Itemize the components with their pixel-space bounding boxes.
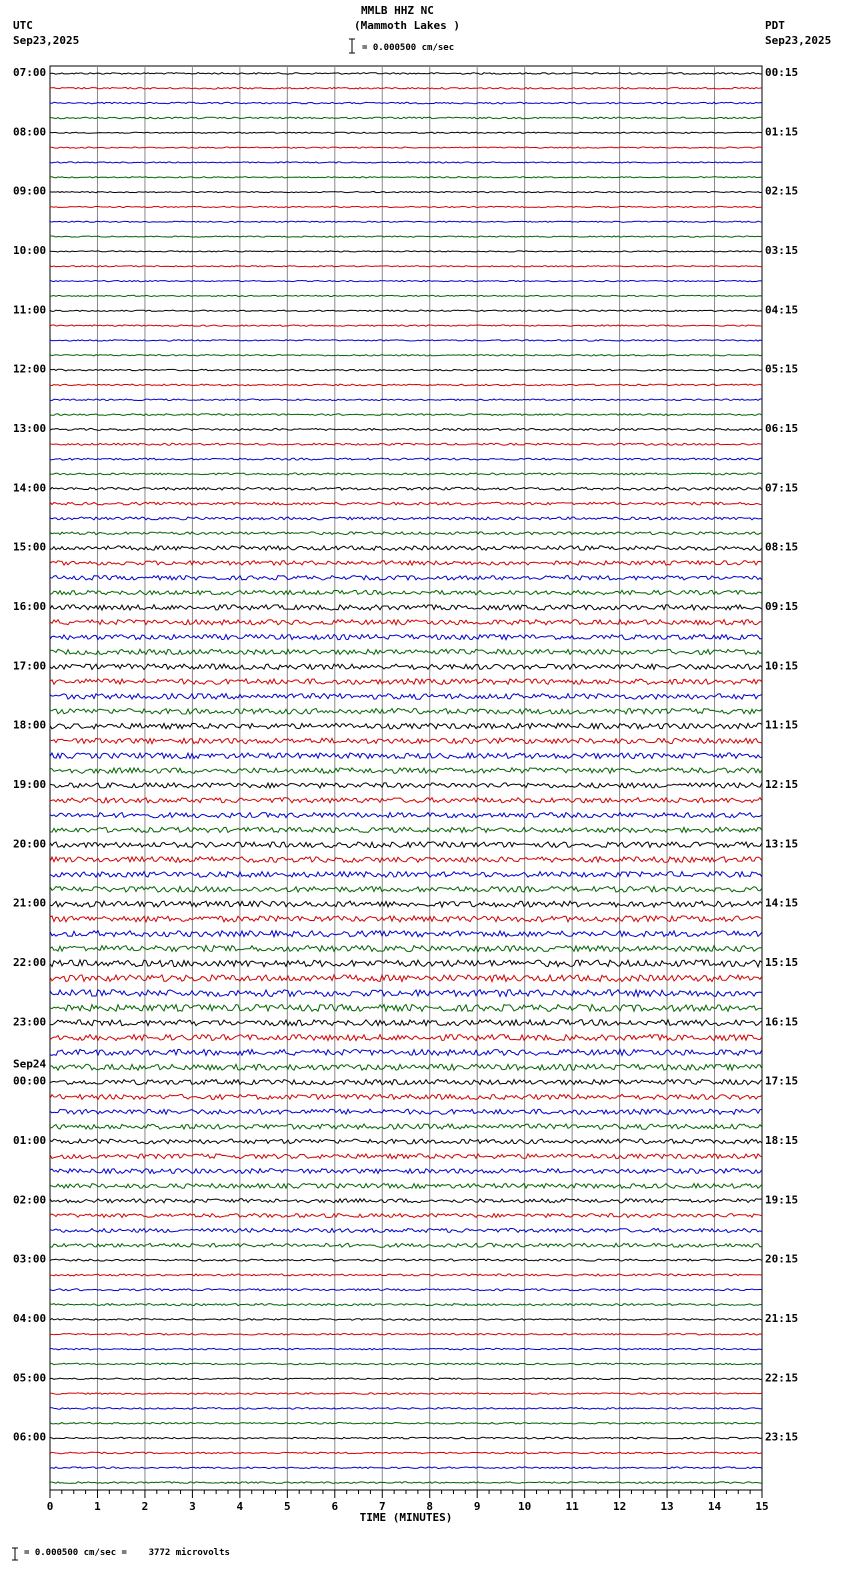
trace-row-94 <box>50 1467 762 1469</box>
trace-row-29 <box>50 502 762 505</box>
right-hour-label: 19:15 <box>765 1193 799 1207</box>
trace-row-37 <box>50 620 762 625</box>
trace-row-4 <box>50 132 762 133</box>
right-hour-label: 07:15 <box>765 481 799 495</box>
trace-row-93 <box>50 1452 762 1454</box>
trace-row-80 <box>50 1259 762 1261</box>
trace-row-92 <box>50 1437 762 1439</box>
right-hour-label: 10:15 <box>765 659 799 673</box>
x-tick-label-0: 0 <box>46 1500 54 1513</box>
left-hour-label: 11:00 <box>13 303 47 317</box>
right-timezone: PDT <box>765 19 785 32</box>
station-title: MMLB HHZ NC <box>361 4 434 17</box>
trace-row-65 <box>50 1035 762 1041</box>
trace-row-14 <box>50 281 762 282</box>
x-tick-label-10: 10 <box>518 1500 532 1513</box>
left-hour-label: 17:00 <box>13 659 47 673</box>
left-hour-label: 13:00 <box>13 422 47 435</box>
right-hour-label: 23:15 <box>765 1430 799 1444</box>
station-location: (Mammoth Lakes ) <box>354 19 460 32</box>
trace-row-67 <box>50 1064 762 1070</box>
trace-row-63 <box>50 1005 762 1012</box>
left-hour-label: 21:00 <box>13 896 47 910</box>
x-tick-label-11: 11 <box>565 1500 579 1513</box>
x-tick-label-9: 9 <box>473 1500 481 1513</box>
left-hour-label: 08:00 <box>13 125 47 139</box>
trace-row-3 <box>50 117 762 119</box>
trace-row-77 <box>50 1214 762 1218</box>
trace-row-27 <box>50 473 762 475</box>
x-axis-title: TIME (MINUTES) <box>359 1511 453 1524</box>
trace-row-58 <box>50 931 762 937</box>
x-tick-label-6: 6 <box>331 1500 339 1513</box>
right-hour-label: 11:15 <box>765 718 799 732</box>
trace-row-95 <box>50 1482 762 1484</box>
left-hour-label: 20:00 <box>13 837 47 851</box>
footer-scale-bar-icon <box>12 1548 18 1560</box>
trace-row-2 <box>50 102 762 104</box>
trace-row-54 <box>50 872 762 878</box>
trace-row-83 <box>50 1304 762 1306</box>
x-tick-label-1: 1 <box>94 1500 101 1513</box>
trace-row-12 <box>50 251 762 252</box>
right-hour-label: 20:15 <box>765 1252 799 1266</box>
right-hour-label: 04:15 <box>765 303 799 317</box>
right-hour-label: 09:15 <box>765 600 799 613</box>
x-tick-label-3: 3 <box>189 1500 196 1513</box>
right-hour-label: 18:15 <box>765 1134 799 1147</box>
trace-row-55 <box>50 887 762 893</box>
left-hour-label: 10:00 <box>13 244 47 257</box>
trace-row-66 <box>50 1049 762 1055</box>
trace-row-43 <box>50 709 762 715</box>
trace-row-45 <box>50 738 762 744</box>
trace-row-7 <box>50 177 762 178</box>
trace-row-85 <box>50 1334 762 1336</box>
trace-row-16 <box>50 310 762 311</box>
left-hour-labels <box>13 66 46 1444</box>
x-tick-label-12: 12 <box>612 1500 627 1513</box>
trace-row-86 <box>50 1348 762 1350</box>
trace-row-22 <box>50 399 762 401</box>
trace-row-64 <box>50 1020 762 1026</box>
plot-frame <box>50 66 762 1490</box>
trace-row-42 <box>50 694 762 700</box>
trace-row-20 <box>50 369 762 371</box>
left-hour-label: 05:00 <box>13 1371 47 1385</box>
x-axis <box>47 1490 769 1524</box>
trace-row-91 <box>50 1423 762 1425</box>
right-hour-label: 22:15 <box>765 1371 799 1385</box>
right-hour-label: 05:15 <box>765 362 799 376</box>
footer-calibration: = 0.000500 cm/sec = 3772 microvolts <box>24 1548 230 1558</box>
right-hour-label: 21:15 <box>765 1312 799 1325</box>
trace-row-51 <box>50 827 762 832</box>
x-tick-label-7: 7 <box>378 1500 386 1513</box>
right-hour-label: 14:15 <box>765 896 799 910</box>
trace-row-32 <box>50 546 762 550</box>
x-tick-label-5: 5 <box>284 1500 291 1513</box>
trace-row-31 <box>50 532 762 535</box>
left-timezone: UTC <box>13 19 33 32</box>
left-hour-label: 01:00 <box>13 1134 47 1147</box>
right-hour-label: 16:15 <box>765 1015 799 1029</box>
left-hour-label: 12:00 <box>13 362 47 376</box>
left-date: Sep23,2025 <box>13 34 80 47</box>
trace-row-71 <box>50 1124 762 1129</box>
right-hour-label: 02:15 <box>765 184 799 198</box>
left-hour-label: 04:00 <box>13 1312 47 1325</box>
scale-bar-label: = 0.000500 cm/sec <box>362 43 455 53</box>
x-tick-label-15: 15 <box>755 1500 769 1513</box>
left-hour-label: 00:00 <box>13 1074 47 1088</box>
right-hour-label: 06:15 <box>765 422 799 435</box>
trace-row-5 <box>50 147 762 148</box>
trace-row-60 <box>50 960 762 967</box>
right-hour-label: 12:15 <box>765 778 799 791</box>
trace-row-11 <box>50 236 762 237</box>
trace-row-84 <box>50 1319 762 1321</box>
trace-row-61 <box>50 975 762 982</box>
trace-row-49 <box>50 798 762 803</box>
trace-row-18 <box>50 340 762 341</box>
trace-row-87 <box>50 1363 762 1365</box>
trace-row-0 <box>50 73 762 75</box>
trace-row-74 <box>50 1169 762 1174</box>
trace-row-19 <box>50 355 762 356</box>
chart-grid <box>50 66 762 1490</box>
trace-row-13 <box>50 266 762 267</box>
trace-row-40 <box>50 664 762 670</box>
x-tick-label-2: 2 <box>141 1500 149 1513</box>
trace-row-70 <box>50 1109 762 1114</box>
trace-row-26 <box>50 458 762 460</box>
right-date: Sep23,2025 <box>765 34 832 47</box>
trace-row-23 <box>50 414 762 416</box>
right-hour-label: 08:15 <box>765 540 799 554</box>
trace-group <box>50 73 762 1484</box>
trace-row-25 <box>50 443 762 445</box>
trace-row-28 <box>50 487 762 490</box>
trace-row-21 <box>50 384 762 386</box>
left-hour-label: 14:00 <box>13 481 47 495</box>
trace-row-17 <box>50 325 762 326</box>
trace-row-6 <box>50 162 762 163</box>
day-marker-label: Sep24 <box>13 1057 47 1071</box>
left-hour-label: 07:00 <box>13 66 47 79</box>
left-hour-label: 15:00 <box>13 540 47 554</box>
trace-row-82 <box>50 1289 762 1291</box>
trace-row-73 <box>50 1154 762 1159</box>
x-tick-label-4: 4 <box>236 1500 244 1513</box>
trace-row-44 <box>50 723 762 729</box>
trace-row-59 <box>50 946 762 952</box>
x-tick-label-13: 13 <box>660 1500 674 1513</box>
left-hour-label: 16:00 <box>13 600 47 613</box>
trace-row-9 <box>50 206 762 207</box>
trace-row-69 <box>50 1094 762 1099</box>
x-tick-label-14: 14 <box>707 1500 722 1513</box>
trace-row-35 <box>50 590 762 594</box>
left-hour-label: 23:00 <box>13 1015 47 1029</box>
trace-row-8 <box>50 192 762 193</box>
trace-row-46 <box>50 753 762 759</box>
left-hour-label: 19:00 <box>13 778 47 791</box>
scale-bar-icon <box>349 39 355 53</box>
right-hour-label: 17:15 <box>765 1074 799 1088</box>
x-tick-label-8: 8 <box>426 1500 434 1513</box>
trace-row-50 <box>50 813 762 818</box>
trace-row-76 <box>50 1199 762 1203</box>
trace-row-48 <box>50 783 762 788</box>
trace-row-75 <box>50 1184 762 1189</box>
trace-row-39 <box>50 649 762 654</box>
right-hour-label: 13:15 <box>765 837 799 851</box>
trace-row-53 <box>50 857 762 863</box>
trace-row-47 <box>50 768 762 774</box>
trace-row-81 <box>50 1274 762 1276</box>
left-hour-label: 09:00 <box>13 184 47 198</box>
trace-row-72 <box>50 1139 762 1144</box>
trace-row-68 <box>50 1080 762 1085</box>
trace-row-34 <box>50 576 762 580</box>
right-hour-label: 03:15 <box>765 244 799 257</box>
left-hour-label: 22:00 <box>13 956 47 969</box>
right-hour-label: 01:15 <box>765 125 799 139</box>
trace-row-62 <box>50 990 762 997</box>
trace-row-30 <box>50 517 762 520</box>
trace-row-79 <box>50 1243 762 1247</box>
trace-row-36 <box>50 605 762 610</box>
right-hour-label: 15:15 <box>765 956 799 969</box>
trace-row-78 <box>50 1228 762 1232</box>
trace-row-56 <box>50 901 762 907</box>
trace-row-15 <box>50 295 762 296</box>
trace-row-89 <box>50 1393 762 1395</box>
trace-row-88 <box>50 1378 762 1380</box>
left-hour-label: 03:00 <box>13 1252 47 1266</box>
left-hour-label: 06:00 <box>13 1430 47 1444</box>
trace-row-24 <box>50 428 762 430</box>
trace-row-1 <box>50 88 762 90</box>
right-hour-label: 00:15 <box>765 66 799 79</box>
trace-row-41 <box>50 679 762 685</box>
trace-row-33 <box>50 561 762 565</box>
trace-row-38 <box>50 635 762 640</box>
left-hour-label: 18:00 <box>13 718 47 732</box>
trace-row-90 <box>50 1408 762 1410</box>
right-hour-labels <box>765 66 798 1444</box>
left-hour-label: 02:00 <box>13 1193 47 1207</box>
trace-row-10 <box>50 221 762 222</box>
trace-row-52 <box>50 842 762 848</box>
trace-row-57 <box>50 916 762 922</box>
